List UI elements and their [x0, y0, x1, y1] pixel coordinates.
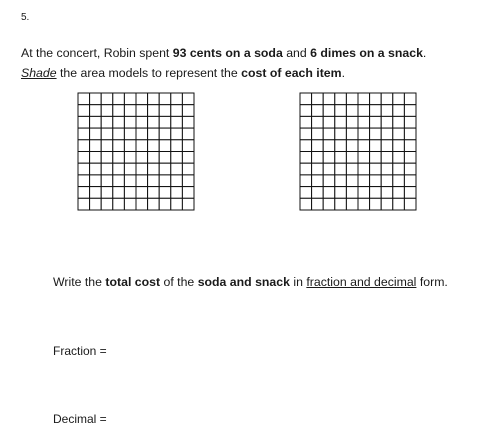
grid-cell[interactable] [148, 187, 160, 199]
grid-cell[interactable] [136, 140, 148, 152]
grid-cell[interactable] [136, 93, 148, 105]
grid-cell[interactable] [381, 140, 393, 152]
grid-cell[interactable] [335, 93, 347, 105]
prompt-text: At the concert, Robin spent [21, 46, 173, 60]
prompt-text: the area models to represent the [56, 66, 242, 80]
grid-cell[interactable] [404, 105, 416, 117]
prompt-text: . [422, 46, 427, 60]
soda-area-model[interactable] [77, 92, 195, 211]
grid-cell[interactable] [335, 175, 347, 187]
grid-cell[interactable] [358, 187, 370, 199]
grid-cell[interactable] [113, 140, 125, 152]
grid-cell[interactable] [358, 198, 370, 210]
grid-cell[interactable] [136, 152, 148, 164]
question-text: in [289, 275, 307, 289]
grid-cell[interactable] [159, 116, 171, 128]
grid-cell[interactable] [182, 187, 194, 199]
prompt-bold-soda: 93 cents on a soda [172, 46, 283, 60]
grid-cell[interactable] [393, 163, 405, 175]
grid-cell[interactable] [159, 140, 171, 152]
grid-cell[interactable] [182, 128, 194, 140]
grid-cell[interactable] [370, 152, 382, 164]
grid-cell[interactable] [381, 163, 393, 175]
grid-cell[interactable] [381, 187, 393, 199]
grid-cell[interactable] [148, 163, 160, 175]
grid-cell[interactable] [113, 175, 125, 187]
grid-cell[interactable] [404, 140, 416, 152]
grid-cell[interactable] [335, 105, 347, 117]
problem-prompt [21, 43, 461, 83]
grid-cell[interactable] [78, 152, 90, 164]
grid-cell[interactable] [101, 152, 113, 164]
grid-cell[interactable] [370, 140, 382, 152]
decimal-answer-label: Decimal = [53, 412, 107, 426]
grid-cell[interactable] [78, 93, 90, 105]
grid-cell[interactable] [182, 175, 194, 187]
question-text: Write the [53, 275, 106, 289]
grid-cell[interactable] [78, 198, 90, 210]
grid-cell[interactable] [90, 198, 102, 210]
grid-cell[interactable] [90, 128, 102, 140]
question-underlined-form: fraction and decimal [306, 275, 417, 289]
grid-cell[interactable] [148, 152, 160, 164]
grid-cell[interactable] [370, 175, 382, 187]
prompt-bold-cost: cost of each item [241, 66, 342, 80]
grid-cell[interactable] [358, 116, 370, 128]
grid-cell[interactable] [148, 175, 160, 187]
grid-cell[interactable] [136, 116, 148, 128]
grid-cell[interactable] [90, 163, 102, 175]
grid-cell[interactable] [312, 175, 324, 187]
grid-cell[interactable] [335, 140, 347, 152]
grid-cell[interactable] [370, 128, 382, 140]
grid-cell[interactable] [300, 163, 312, 175]
grid-cell[interactable] [346, 93, 358, 105]
question-bold-total: total cost [105, 275, 161, 289]
fraction-answer-label: Fraction = [53, 344, 107, 358]
grid-cell[interactable] [159, 187, 171, 199]
grid-cell[interactable] [404, 198, 416, 210]
prompt-shade-word: Shade [21, 66, 57, 80]
grid-cell[interactable] [101, 163, 113, 175]
grid-cell[interactable] [101, 175, 113, 187]
grid-cell[interactable] [159, 93, 171, 105]
grid-cell[interactable] [182, 105, 194, 117]
grid-cell[interactable] [124, 175, 136, 187]
grid-cell[interactable] [335, 163, 347, 175]
grid-cell[interactable] [312, 198, 324, 210]
grid-cell[interactable] [300, 198, 312, 210]
grid-cell[interactable] [171, 163, 183, 175]
grid-cell[interactable] [300, 175, 312, 187]
grid-cell[interactable] [323, 187, 335, 199]
grid-cell[interactable] [171, 93, 183, 105]
grid-cell[interactable] [404, 187, 416, 199]
grid-cell[interactable] [113, 93, 125, 105]
grid-cell[interactable] [182, 116, 194, 128]
grid-cell[interactable] [124, 198, 136, 210]
grid-cell[interactable] [136, 163, 148, 175]
question-text: of the [160, 275, 198, 289]
grid-cell[interactable] [136, 187, 148, 199]
grid-cell[interactable] [182, 152, 194, 164]
grid-cell[interactable] [381, 198, 393, 210]
grid-cell[interactable] [124, 140, 136, 152]
grid-cell[interactable] [78, 163, 90, 175]
grid-cell[interactable] [101, 116, 113, 128]
grid-cell[interactable] [370, 187, 382, 199]
grid-cell[interactable] [171, 198, 183, 210]
grid-cell[interactable] [148, 93, 160, 105]
grid-cell[interactable] [124, 93, 136, 105]
grid-cell[interactable] [159, 198, 171, 210]
grid-cell[interactable] [312, 140, 324, 152]
question-bold-items: soda and snack [197, 275, 290, 289]
grid-cell[interactable] [90, 116, 102, 128]
grid-cell[interactable] [335, 128, 347, 140]
total-cost-question [53, 273, 448, 291]
grid-cell[interactable] [101, 187, 113, 199]
grid-cell[interactable] [312, 93, 324, 105]
grid-cell[interactable] [101, 198, 113, 210]
grid-cell[interactable] [90, 152, 102, 164]
grid-cell[interactable] [323, 128, 335, 140]
snack-area-model[interactable] [299, 92, 417, 211]
grid-cell[interactable] [335, 187, 347, 199]
grid-cell[interactable] [90, 140, 102, 152]
grid-cell[interactable] [381, 105, 393, 117]
grid-cell[interactable] [323, 198, 335, 210]
grid-cell[interactable] [404, 152, 416, 164]
grid-cell[interactable] [148, 140, 160, 152]
problem-number: 5. [21, 12, 30, 23]
grid-cell[interactable] [148, 128, 160, 140]
grid-cell[interactable] [312, 187, 324, 199]
grid-cell[interactable] [78, 116, 90, 128]
grid-cell[interactable] [323, 163, 335, 175]
grid-cell[interactable] [335, 116, 347, 128]
grid-cell[interactable] [393, 152, 405, 164]
grid-cell[interactable] [381, 175, 393, 187]
grid-cell[interactable] [381, 152, 393, 164]
grid-cell[interactable] [335, 198, 347, 210]
grid-cell[interactable] [182, 140, 194, 152]
grid-cell[interactable] [393, 175, 405, 187]
grid-cell[interactable] [101, 93, 113, 105]
grid-cell[interactable] [78, 128, 90, 140]
grid-cell[interactable] [393, 105, 405, 117]
grid-cell[interactable] [346, 187, 358, 199]
grid-cell[interactable] [346, 198, 358, 210]
grid-cell[interactable] [358, 105, 370, 117]
grid-cell[interactable] [346, 152, 358, 164]
grid-cell[interactable] [358, 93, 370, 105]
grid-cell[interactable] [300, 105, 312, 117]
grid-cell[interactable] [323, 152, 335, 164]
grid-cell[interactable] [300, 152, 312, 164]
grid-cell[interactable] [136, 175, 148, 187]
grid-cell[interactable] [136, 128, 148, 140]
prompt-bold-snack: 6 dimes on a snack [310, 46, 423, 60]
grid-cell[interactable] [323, 140, 335, 152]
grid-cell[interactable] [136, 105, 148, 117]
grid-cell[interactable] [404, 175, 416, 187]
grid-cell[interactable] [346, 105, 358, 117]
grid-cell[interactable] [393, 128, 405, 140]
grid-cell[interactable] [300, 187, 312, 199]
grid-cell[interactable] [182, 163, 194, 175]
grid-cell[interactable] [346, 175, 358, 187]
grid-cell[interactable] [393, 187, 405, 199]
grid-cell[interactable] [171, 140, 183, 152]
grid-cell[interactable] [358, 163, 370, 175]
grid-cell[interactable] [312, 116, 324, 128]
grid-cell[interactable] [182, 198, 194, 210]
grid-cell[interactable] [404, 116, 416, 128]
grid-cell[interactable] [148, 116, 160, 128]
grid-cell[interactable] [370, 93, 382, 105]
grid-cell[interactable] [346, 163, 358, 175]
grid-cell[interactable] [370, 163, 382, 175]
grid-cell[interactable] [300, 140, 312, 152]
grid-cell[interactable] [113, 105, 125, 117]
grid-cell[interactable] [346, 116, 358, 128]
grid-cell[interactable] [370, 105, 382, 117]
grid-cell[interactable] [124, 163, 136, 175]
grid-cell[interactable] [113, 187, 125, 199]
grid-cell[interactable] [113, 163, 125, 175]
grid-cell[interactable] [171, 175, 183, 187]
grid-cell[interactable] [78, 105, 90, 117]
grid-cell[interactable] [393, 140, 405, 152]
grid-cell[interactable] [124, 116, 136, 128]
grid-cell[interactable] [358, 152, 370, 164]
grid-cell[interactable] [393, 198, 405, 210]
grid-cell[interactable] [404, 163, 416, 175]
grid-cell[interactable] [370, 198, 382, 210]
grid-cell[interactable] [113, 128, 125, 140]
grid-cell[interactable] [136, 198, 148, 210]
question-text: form. [416, 275, 448, 289]
grid-cell[interactable] [113, 198, 125, 210]
grid-cell[interactable] [171, 128, 183, 140]
grid-cell[interactable] [171, 116, 183, 128]
grid-cell[interactable] [159, 105, 171, 117]
grid-cell[interactable] [78, 140, 90, 152]
grid-cell[interactable] [78, 187, 90, 199]
grid-cell[interactable] [171, 152, 183, 164]
grid-cell[interactable] [124, 187, 136, 199]
grid-cell[interactable] [171, 105, 183, 117]
grid-cell[interactable] [323, 175, 335, 187]
grid-cell[interactable] [300, 93, 312, 105]
grid-cell[interactable] [124, 152, 136, 164]
grid-cell[interactable] [312, 128, 324, 140]
grid-cell[interactable] [323, 105, 335, 117]
grid-cell[interactable] [90, 105, 102, 117]
grid-cell[interactable] [101, 105, 113, 117]
grid-cell[interactable] [381, 116, 393, 128]
grid-cell[interactable] [346, 140, 358, 152]
grid-cell[interactable] [312, 105, 324, 117]
grid-cell[interactable] [393, 93, 405, 105]
grid-cell[interactable] [312, 152, 324, 164]
grid-cell[interactable] [381, 93, 393, 105]
grid-cell[interactable] [113, 116, 125, 128]
grid-cell[interactable] [159, 163, 171, 175]
grid-cell[interactable] [101, 140, 113, 152]
grid-cell[interactable] [346, 128, 358, 140]
grid-cell[interactable] [124, 128, 136, 140]
grid-cell[interactable] [101, 128, 113, 140]
grid-cell[interactable] [90, 187, 102, 199]
grid-cell[interactable] [300, 116, 312, 128]
grid-cell[interactable] [404, 128, 416, 140]
grid-cell[interactable] [358, 175, 370, 187]
grid-cell[interactable] [90, 93, 102, 105]
grid-cell[interactable] [171, 187, 183, 199]
grid-cell[interactable] [159, 152, 171, 164]
grid-cell[interactable] [159, 128, 171, 140]
grid-cell[interactable] [90, 175, 102, 187]
grid-cell[interactable] [335, 152, 347, 164]
grid-cell[interactable] [148, 105, 160, 117]
grid-cell[interactable] [124, 105, 136, 117]
grid-cell[interactable] [404, 93, 416, 105]
grid-cell[interactable] [113, 152, 125, 164]
grid-cell[interactable] [148, 198, 160, 210]
grid-cell[interactable] [393, 116, 405, 128]
grid-cell[interactable] [78, 175, 90, 187]
grid-cell[interactable] [300, 128, 312, 140]
grid-cell[interactable] [323, 93, 335, 105]
grid-cell[interactable] [323, 116, 335, 128]
prompt-text: . [341, 66, 345, 80]
grid-cell[interactable] [358, 128, 370, 140]
grid-cell[interactable] [370, 116, 382, 128]
grid-cell[interactable] [312, 163, 324, 175]
prompt-text: and [282, 46, 311, 60]
grid-cell[interactable] [159, 175, 171, 187]
grid-cell[interactable] [182, 93, 194, 105]
grid-cell[interactable] [381, 128, 393, 140]
grid-cell[interactable] [358, 140, 370, 152]
